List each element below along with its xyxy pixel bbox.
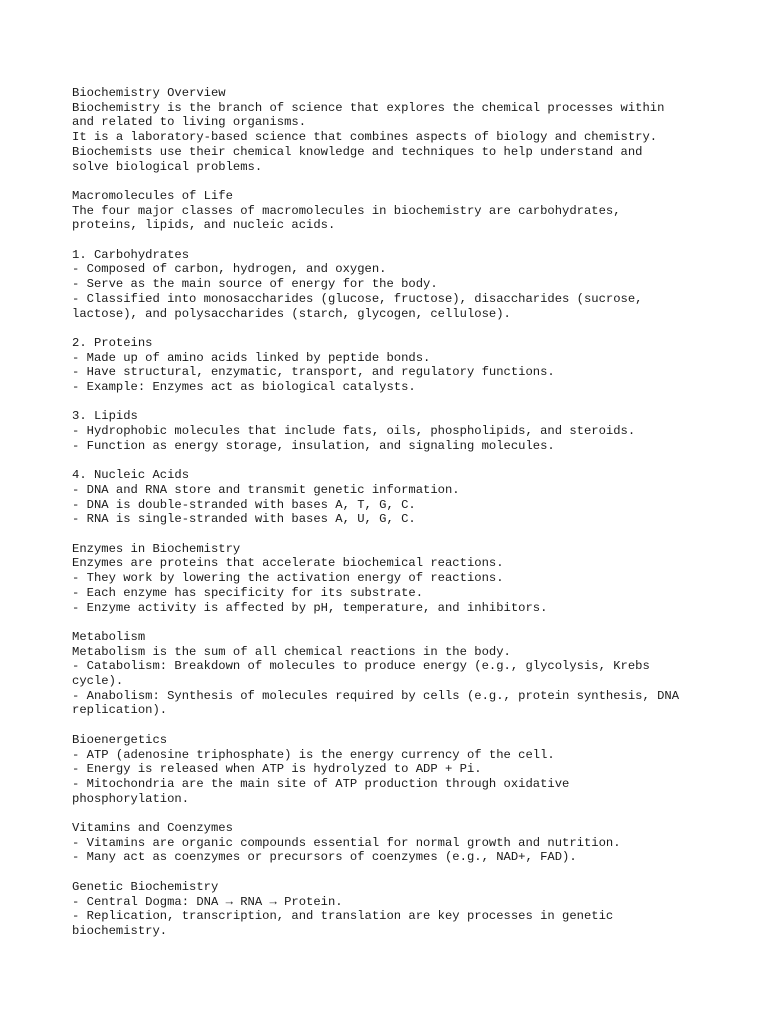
list-item: - Catabolism: Breakdown of molecules to produce energy (e.g., glycolysis, Krebs [72,659,650,674]
list-item: - Example: Enzymes act as biological catalysts. [72,380,416,395]
body-line: Biochemistry is the branch of science that explores the chemical processes within [72,100,665,115]
list-item: - ATP (adenosine triphosphate) is the energy currency of the cell. [72,747,555,762]
section-metabolism [72,630,722,718]
section-heading: Bioenergetics [72,732,168,747]
section-heading: 1. Carbohydrates [72,247,190,262]
section-genetic-biochemistry [72,880,722,939]
section-overview [72,86,722,174]
list-item: cycle). [72,674,124,689]
list-item: - Many act as coenzymes or precursors of coenzymes (e.g., NAD+, FAD). [72,850,577,865]
body-line: The four major classes of macromolecules in biochemistry are carbohydrates, [72,203,621,218]
section-heading: Biochemistry Overview [72,86,226,100]
list-item: - Central Dogma: DNA → RNA → Protein. [72,894,343,909]
body-line: It is a laboratory-based science that combines aspects of biology and chemistry. [72,130,658,145]
list-item: - Enzyme activity is affected by pH, temperature, and inhibitors. [72,600,548,615]
section-macromolecules [72,189,722,233]
document-page [72,86,722,953]
list-item: - Have structural, enzymatic, transport, and regulatory functions. [72,365,555,380]
list-item: - DNA and RNA store and transmit genetic information. [72,482,460,497]
body-line: and related to living organisms. [72,115,307,130]
body-line: Biochemists use their chemical knowledge and techniques to help understand and [72,144,643,159]
section-heading: Metabolism [72,629,146,644]
section-heading: Enzymes in Biochemistry [72,541,241,556]
list-item: - Hydrophobic molecules that include fats, oils, phospholipids, and steroids. [72,424,636,439]
section-vitamins [72,821,722,865]
section-proteins [72,336,722,395]
list-item: phosphorylation. [72,791,190,806]
list-item: - DNA is double-stranded with bases A, T, G, C. [72,497,416,512]
list-item: - Energy is released when ATP is hydrolyzed to ADP + Pi. [72,762,482,777]
list-item: - Anabolism: Synthesis of molecules required by cells (e.g., protein synthesis, DNA [72,688,680,703]
list-item: - Vitamins are organic compounds essential for normal growth and nutrition. [72,835,621,850]
section-heading: 3. Lipids [72,409,138,424]
list-item: - Replication, transcription, and translation are key processes in genetic [72,909,614,924]
section-bioenergetics [72,733,722,807]
body-line: solve biological problems. [72,159,263,174]
list-item: - Classified into monosaccharides (glucose, fructose), disaccharides (sucrose, [72,291,643,306]
section-nucleic-acids [72,468,722,527]
list-item: - RNA is single-stranded with bases A, U, G, C. [72,512,416,527]
list-item: lactose), and polysaccharides (starch, glycogen, cellulose). [72,306,511,321]
section-heading: 4. Nucleic Acids [72,468,190,483]
list-item: - Serve as the main source of energy for the body. [72,277,438,292]
list-item: - Composed of carbon, hydrogen, and oxygen. [72,262,387,277]
body-line: Metabolism is the sum of all chemical reactions in the body. [72,644,511,659]
list-item: - Made up of amino acids linked by peptide bonds. [72,350,431,365]
body-line: Enzymes are proteins that accelerate biochemical reactions. [72,556,504,571]
section-heading: Genetic Biochemistry [72,879,219,894]
section-heading: 2. Proteins [72,335,153,350]
list-item: - Mitochondria are the main site of ATP production through oxidative [72,776,570,791]
list-item: - They work by lowering the activation energy of reactions. [72,571,504,586]
list-item: - Function as energy storage, insulation, and signaling molecules. [72,438,555,453]
section-carbohydrates [72,248,722,322]
section-heading: Macromolecules of Life [72,188,233,203]
section-heading: Vitamins and Coenzymes [72,821,233,836]
list-item: - Each enzyme has specificity for its substrate. [72,585,424,600]
body-line: proteins, lipids, and nucleic acids. [72,218,336,233]
section-lipids [72,409,722,453]
section-enzymes [72,542,722,616]
list-item: biochemistry. [72,923,168,938]
list-item: replication). [72,703,168,718]
